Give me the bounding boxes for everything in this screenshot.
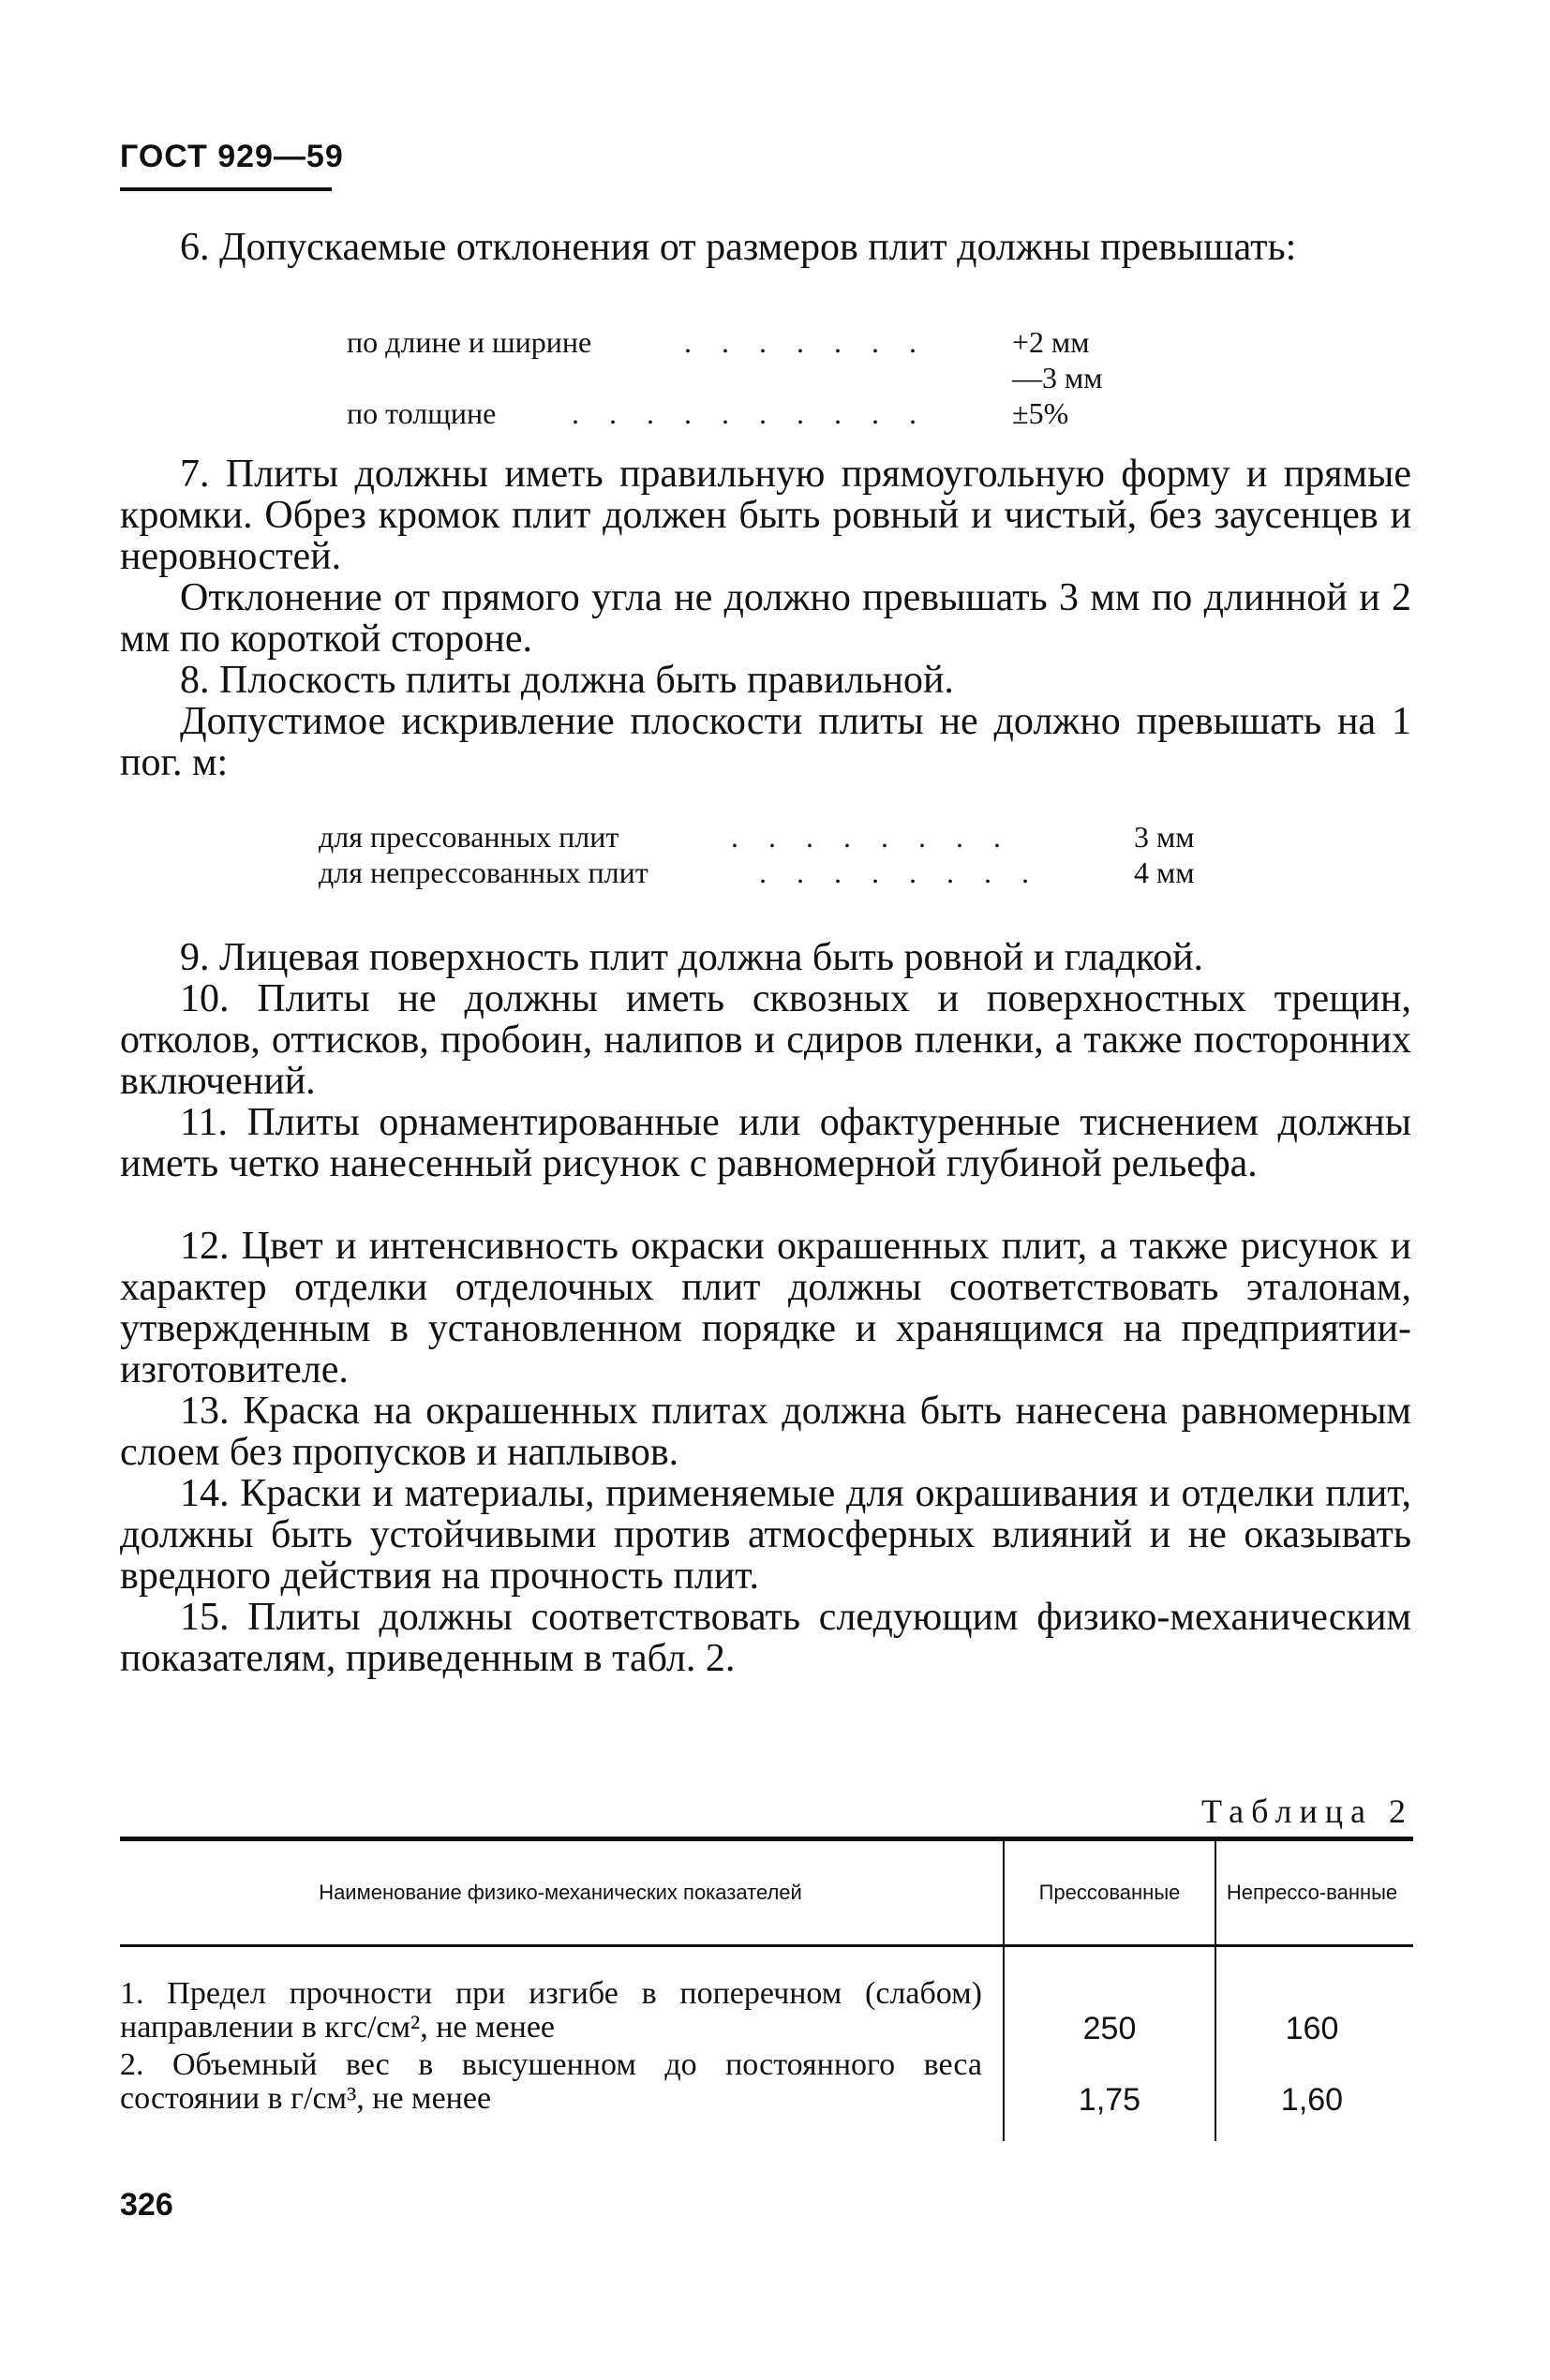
spec-leader-dots: . . . . . . . . — [731, 820, 1012, 854]
spec-row-unpressed — [319, 855, 1218, 890]
table-header-pressed: Прессованные — [1038, 1881, 1181, 1904]
spec-value: —3 мм — [1012, 361, 1103, 394]
spec-label: для непрессованных плит — [319, 855, 648, 889]
table-row-1-pressed: 250 — [1082, 2011, 1137, 2046]
table-header-rule — [120, 1944, 1413, 1947]
item-12-text: 12. Цвет и интенсивность окраски окрашенных плит, а также рисунок и характер отделки отделочных плит должны соответствовать эталонам, утвержденным в установленном порядке и хранящимся на предприятии-изготовителе. — [120, 1225, 1411, 1391]
item-8-spec-list — [319, 819, 1218, 890]
table-top-rule — [120, 1837, 1413, 1841]
item-6-text: 6. Допускаемые отклонения от размеров плит должны превышать: — [180, 226, 1297, 269]
spec-label: по длине и ширине — [347, 325, 592, 359]
table-column-divider — [1215, 1837, 1216, 2141]
item-7-text-2: Отклонение от прямого угла не должно превышать 3 мм по длинной и 2 мм по короткой стороне. — [120, 576, 1411, 661]
item-8-text: 8. Плоскость плиты должна быть правильной. — [180, 659, 954, 702]
page-number: 326 — [120, 2187, 173, 2223]
spec-leader-dots: . . . . . . . . — [759, 855, 1040, 889]
spec-leader-dots: . . . . . . . — [684, 325, 928, 359]
item-8-text-2: Допустимое искривление плоскости плиты не должно превышать на 1 пог. м: — [120, 700, 1411, 784]
item-7-text: 7. Плиты должны иметь правильную прямоугольную форму и прямые кромки. Обрез кромок плит должен быть ровный и чистый, без заусенцев и неровностей. — [120, 453, 1411, 578]
spec-value: +2 мм — [1012, 325, 1090, 359]
spec-row-length-width-minus — [347, 360, 1190, 395]
spec-leader-dots: . . . . . . . . . . — [572, 396, 928, 430]
table-header-unpressed: Непрессо-ванные — [1226, 1881, 1398, 1904]
item-14-text: 14. Краски и материалы, применяемые для окрашивания и отделки плит, должны быть устойчивыми против атмосферных влияний и не оказывать вредного действия на прочность плит. — [120, 1472, 1411, 1598]
item-15-text: 15. Плиты должны соответствовать следующим физико-механическим показателям, приведенным в табл. 2. — [120, 1596, 1411, 1680]
spec-row-thickness — [347, 395, 1190, 431]
item-11-text: 11. Плиты орнаментированные или офактуренные тиснением должны иметь четко нанесенный рисунок с равномерной глубиной рельефа. — [120, 1101, 1411, 1185]
table-row-2-unpressed: 1,60 — [1280, 2082, 1344, 2118]
item-10-text: 10. Плиты не должны иметь сквозных и поверхностных трещин, отколов, оттисков, пробоин, налипов и сдиров пленки, а также посторонних включений. — [120, 977, 1411, 1103]
spec-value: 3 мм — [1134, 820, 1195, 854]
spec-row-length-width — [347, 324, 1190, 360]
item-6-spec-list — [347, 324, 1190, 431]
spec-value: ±5% — [1012, 396, 1069, 430]
spec-label: по толщине — [347, 396, 497, 430]
table-header-name: Наименование физико-механических показателей — [319, 1881, 802, 1904]
table-column-divider — [1003, 1837, 1005, 2141]
properties-table — [120, 1837, 1413, 2155]
header-underline — [120, 187, 332, 191]
table-row-2-name: 2. Объемный вес в высушенном до постоянного веса состоянии в г/см³, не менее — [120, 2047, 982, 2116]
item-13-text: 13. Краска на окрашенных плитах должна быть нанесена равномерным слоем без пропусков и наплывов. — [120, 1390, 1411, 1474]
table-row-2-pressed: 1,75 — [1078, 2082, 1141, 2118]
table-row-1-name: 1. Предел прочности при изгибе в поперечном (слабом) направлении в кгс/см², не менее — [120, 1976, 982, 2045]
table-title: Таблица 2 — [1201, 1792, 1413, 1830]
spec-label: для прессованных плит — [319, 820, 619, 854]
spec-row-pressed — [319, 819, 1218, 855]
item-9-text: 9. Лицевая поверхность плит должна быть ровной и гладкой. — [180, 936, 1204, 979]
spec-value: 4 мм — [1134, 855, 1195, 889]
document-code-header: ГОСТ 929—59 — [120, 139, 344, 174]
table-row-1-unpressed: 160 — [1285, 2011, 1339, 2046]
